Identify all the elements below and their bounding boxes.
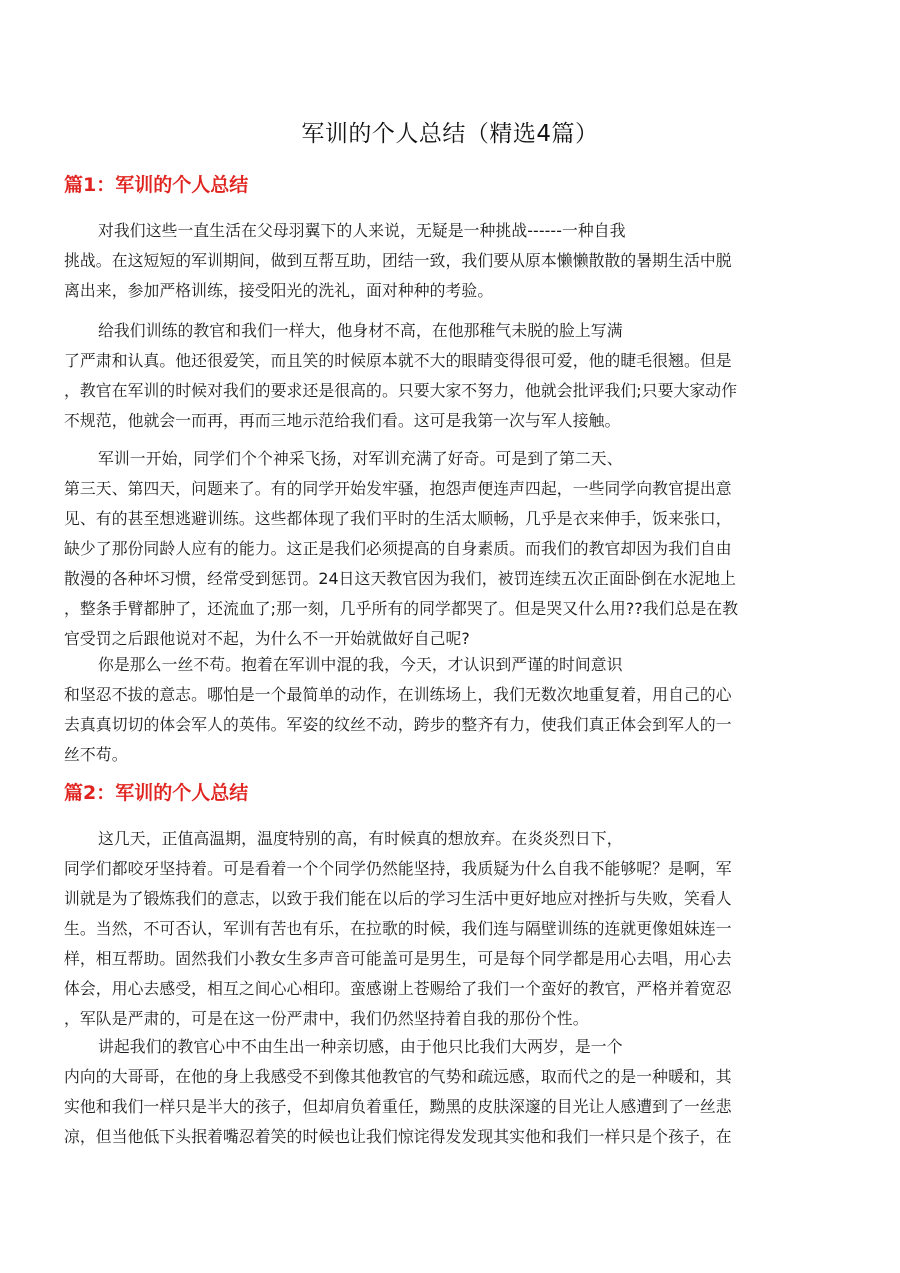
paragraph <box>64 650 836 770</box>
section-heading-1: 篇1：军训的个人总结 <box>64 174 249 196</box>
text-line: 给我们训练的教官和我们一样大，他身材不高，在他那稚气未脱的脸上写满 <box>98 321 623 340</box>
document-title: 军训的个人总结（精选4篇） <box>301 121 599 147</box>
text-line: 去真真切切的体会军人的英伟。军姿的纹丝不动，跨步的整齐有力，使我们真正体会到军人的一 <box>64 715 732 734</box>
text-line: ，军队是严肃的，可是在这一份严肃中，我们仍然坚持着自我的那份个性。 <box>64 1009 589 1028</box>
text-line: 了严肃和认真。他还很爱笑，而且笑的时候原本就不大的眼睛变得很可爱，他的睫毛很翘。但是 <box>64 351 732 370</box>
text-line: 和坚忍不拔的意志。哪怕是一个最简单的动作，在训练场上，我们无数次地重复着，用自己的心 <box>64 685 732 704</box>
paragraph <box>64 316 836 436</box>
text-line: 讲起我们的教官心中不由生出一种亲切感，由于他只比我们大两岁，是一个 <box>98 1037 623 1056</box>
text-line: 同学们都咬牙坚持着。可是看着一个个同学仍然能坚持，我质疑为什么自我不能够呢？是啊，军 <box>64 859 732 878</box>
text-line: ，整条手臂都肿了，还流血了;那一刻，几乎所有的同学都哭了。但是哭又什么用??我们总是在教 <box>64 599 739 618</box>
text-line: 散漫的各种坏习惯，经常受到惩罚。24日这天教官因为我们，被罚连续五次正面卧倒在水泥地上 <box>64 569 737 588</box>
text-line: 离出来，参加严格训练，接受阳光的洗礼，面对种种的考验。 <box>64 281 494 300</box>
text-line: 缺少了那份同龄人应有的能力。这正是我们必须提高的自身素质。而我们的教官却因为我们自由 <box>64 539 732 558</box>
text-line: 你是那么一丝不苟。抱着在军训中混的我，今天，才认识到严谨的时间意识 <box>98 655 623 674</box>
paragraph <box>64 216 836 306</box>
section-heading-2: 篇2：军训的个人总结 <box>64 782 249 804</box>
text-line: 军训一开始，同学们个个神采飞扬，对军训充满了好奇。可是到了第二天、 <box>98 449 623 468</box>
text-line: 对我们这些一直生活在父母羽翼下的人来说，无疑是一种挑战------一种自我 <box>98 221 626 240</box>
text-line: 生。当然，不可否认，军训有苦也有乐，在拉歌的时候，我们连与隔壁训练的连就更像姐妹连一 <box>64 919 732 938</box>
text-line: 这几天，正值高温期，温度特别的高，有时候真的想放弃。在炎炎烈日下， <box>98 829 623 848</box>
text-line: ，教官在军训的时候对我们的要求还是很高的。只要大家不努力，他就会批评我们;只要大家动作 <box>64 381 738 400</box>
paragraph <box>64 824 836 1034</box>
text-line: 实他和我们一样只是半大的孩子，但却肩负着重任，黝黑的皮肤深邃的目光让人感遭到了一丝悲 <box>64 1097 732 1116</box>
text-line: 体会，用心去感受，相互之间心心相印。蛮感谢上苍赐给了我们一个蛮好的教官，严格并着宽忍 <box>64 979 732 998</box>
text-line: 挑战。在这短短的军训期间，做到互帮互助，团结一致，我们要从原本懒懒散散的暑期生活中脱 <box>64 251 732 270</box>
text-line: 丝不苟。 <box>64 745 128 764</box>
text-line: 样，相互帮助。固然我们小教女生多声音可能盖可是男生，可是每个同学都是用心去唱，用心去 <box>64 949 732 968</box>
text-line: 官受罚之后跟他说对不起，为什么不一开始就做好自己呢? <box>64 629 470 648</box>
text-line: 不规范，他就会一而再，再而三地示范给我们看。这可是我第一次与军人接触。 <box>64 411 621 430</box>
paragraph <box>64 444 836 654</box>
text-line: 见、有的甚至想逃避训练。这些都体现了我们平时的生活太顺畅，几乎是衣来伸手，饭来张口， <box>64 509 732 528</box>
paragraph <box>64 1032 836 1152</box>
text-line: 凉，但当他低下头抿着嘴忍着笑的时候也让我们惊诧得发发现其实他和我们一样只是个孩子，在 <box>64 1127 732 1146</box>
text-line: 内向的大哥哥，在他的身上我感受不到像其他教官的气势和疏远感，取而代之的是一种暖和，其 <box>64 1067 732 1086</box>
text-line: 训就是为了锻炼我们的意志，以致于我们能在以后的学习生活中更好地应对挫折与失败，笑看人 <box>64 889 732 908</box>
text-line: 第三天、第四天，问题来了。有的同学开始发牢骚，抱怨声便连声四起，一些同学向教官提出意 <box>64 479 732 498</box>
